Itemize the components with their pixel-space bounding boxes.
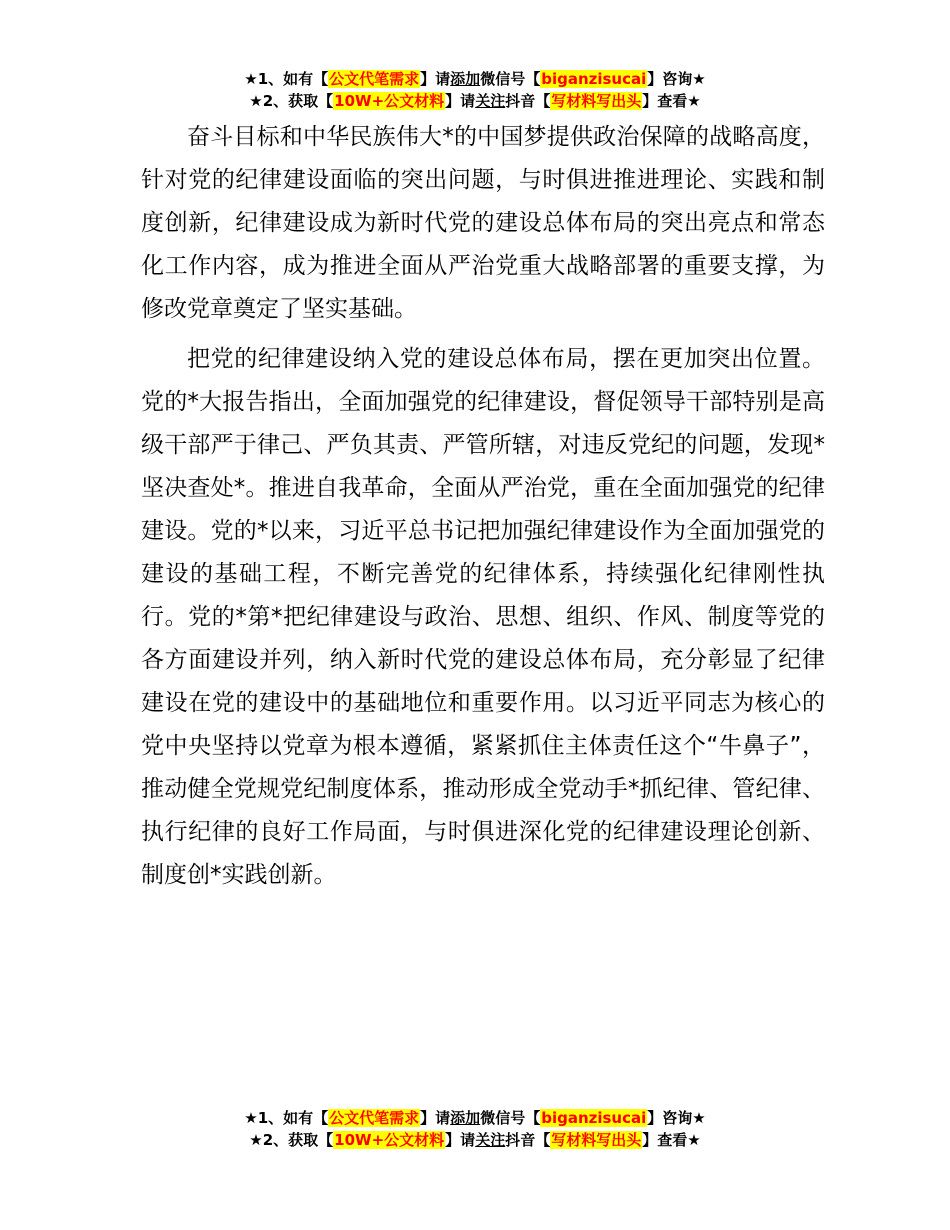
banner-text: 微信号【: [480, 1109, 541, 1127]
highlight-materials: 10W+公文材料: [334, 92, 445, 110]
star-icon: ★: [687, 1131, 701, 1149]
banner-text: 】请: [445, 92, 476, 110]
highlight-materials: 10W+公文材料: [334, 1131, 445, 1149]
highlight-douyin-account: 写材料写出头: [551, 92, 642, 110]
banner-text: 1、如有【: [257, 70, 329, 88]
star-icon: ★: [249, 92, 263, 110]
star-icon: ★: [687, 92, 701, 110]
banner-text: 微信号【: [480, 70, 541, 88]
paragraph-1: 奋斗目标和中华民族伟大*的中国梦提供政治保障的战略高度，针对党的纪律建设面临的突出问题，与时俱进推进理论、实践和制度创新，纪律建设成为新时代党的建设总体布局的突出亮点和常态化工作内容，成为推进全面从严治党重大战略部署的重要支撑，为修改党章奠定了坚实基础。: [141, 124, 825, 322]
banner-line-1: [0, 1107, 950, 1129]
footer-banner: [0, 1107, 950, 1151]
banner-underline-text: 关注: [475, 1131, 506, 1149]
highlight-service: 公文代笔需求: [329, 70, 420, 88]
banner-line-1: [0, 68, 950, 90]
banner-text: 2、获取【: [262, 1131, 334, 1149]
banner-line-2: [0, 1129, 950, 1151]
header-banner: [0, 68, 950, 112]
highlight-wechat-id: biganzisucai: [541, 1109, 647, 1127]
highlight-service: 公文代笔需求: [329, 1109, 420, 1127]
paragraph-2: 把党的纪律建设纳入党的建设总体布局，摆在更加突出位置。党的*大报告指出，全面加强党的纪律建设，督促领导干部特别是高级干部严于律己、严负其责、严管所辖，对违反党纪的问题，发现*坚决查处*。推进自我革命，全面从严治党，重在全面加强党的纪律建设。党的*以来，习近平总书记把加强纪律建设作为全面加强党的建设的基础工程，不断完善党的纪律体系，持续强化纪律刚性执行。党的*第*把纪律建设与政治、思想、组织、作风、制度等党的各方面建设并列，纳入新时代党的建设总体布局，充分彰显了纪律建设在党的建设中的基础地位和重要作用。以习近平同志为核心的党中央坚持以党章为根本遵循，紧紧抓住主体责任这个“牛鼻子”，推动健全党规党纪制度体系，推动形成全党动手*抓纪律、管纪律、执行纪律的良好工作局面，与时俱进深化党的纪律建设理论创新、制度创*实践创新。: [141, 346, 825, 888]
document-body: [141, 116, 825, 897]
star-icon: ★: [244, 70, 258, 88]
banner-text: 】咨询: [647, 70, 693, 88]
banner-text: 】请: [420, 70, 451, 88]
banner-text: 】查看: [642, 1131, 688, 1149]
highlight-wechat-id: biganzisucai: [541, 70, 647, 88]
banner-text: 】请: [420, 1109, 451, 1127]
banner-line-2: [0, 90, 950, 112]
banner-underline-text: 添加: [450, 70, 481, 88]
banner-text: 】咨询: [647, 1109, 693, 1127]
star-icon: ★: [249, 1131, 263, 1149]
banner-text: 1、如有【: [257, 1109, 329, 1127]
banner-text: 】请: [445, 1131, 476, 1149]
banner-text: 2、获取【: [262, 92, 334, 110]
banner-text: 抖音【: [505, 92, 551, 110]
star-icon: ★: [692, 1109, 706, 1127]
banner-text: 抖音【: [505, 1131, 551, 1149]
star-icon: ★: [692, 70, 706, 88]
banner-underline-text: 添加: [450, 1109, 481, 1127]
banner-text: 】查看: [642, 92, 688, 110]
highlight-douyin-account: 写材料写出头: [551, 1131, 642, 1149]
star-icon: ★: [244, 1109, 258, 1127]
banner-underline-text: 关注: [475, 92, 506, 110]
